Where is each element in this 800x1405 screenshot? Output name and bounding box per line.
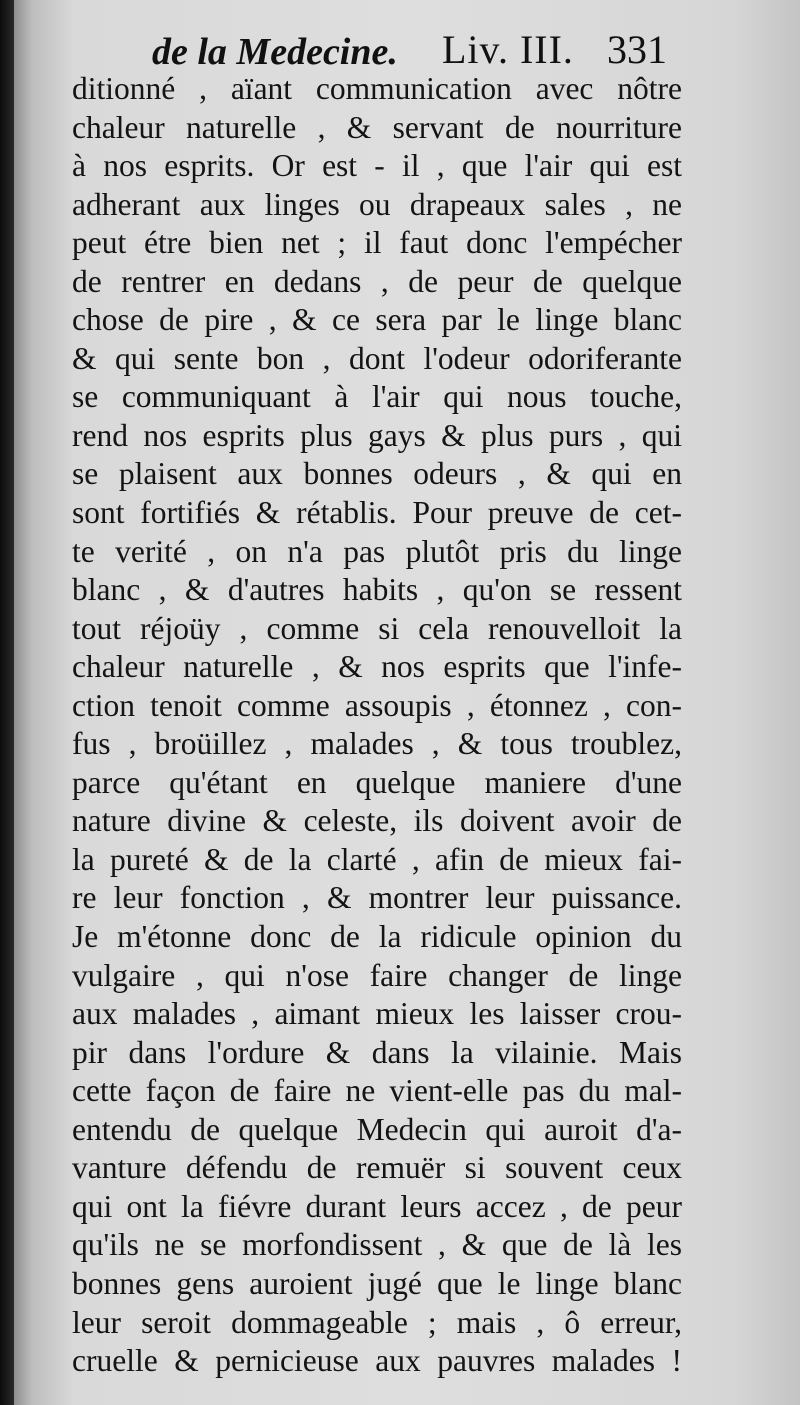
- book-spine-shadow: [0, 0, 14, 1405]
- text-line: se communiquant à l'air qui nous touche,: [72, 379, 682, 415]
- text-line: rend nos esprits plus gays & plus purs , qui: [72, 417, 682, 453]
- text-line: de rentrer en dedans , de peur de quelque: [72, 263, 682, 299]
- text-line: peut étre bien net ; il faut donc l'empécher: [72, 225, 682, 261]
- text-line: chaleur naturelle , & nos esprits que l'infe-: [72, 649, 682, 685]
- running-title: de la Medecine.: [152, 31, 398, 73]
- book-page: [14, 0, 800, 1405]
- text-line: sont fortifiés & rétablis. Pour preuve de cet-: [72, 495, 682, 531]
- book-section: Liv. III.: [442, 27, 574, 72]
- text-line: te verité , on n'a pas plutôt pris du linge: [72, 533, 682, 569]
- text-line: & qui sente bon , dont l'odeur odoriferante: [72, 340, 682, 376]
- text-line: chose de pire , & ce sera par le linge blanc: [72, 302, 682, 338]
- text-line: pir dans l'ordure & dans la vilainie. Mais: [72, 1034, 682, 1070]
- text-line: parce qu'étant en quelque maniere d'une: [72, 764, 682, 800]
- text-line: blanc , & d'autres habits , qu'on se ressent: [72, 572, 682, 608]
- text-line: fus , broüillez , malades , & tous troublez,: [72, 726, 682, 762]
- text-line: nature divine & celeste, ils doivent avoir de: [72, 803, 682, 839]
- text-line: cruelle & pernicieuse aux pauvres malades !: [72, 1343, 682, 1379]
- text-line: Je m'étonne donc de la ridicule opinion du: [72, 919, 682, 955]
- text-line: ction tenoit comme assoupis , étonnez , con-: [72, 687, 682, 723]
- text-line: qu'ils ne se morfondissent , & que de là les: [72, 1227, 682, 1263]
- text-line: re leur fonction , & montrer leur puissance.: [72, 880, 682, 916]
- text-line: qui ont la fiévre durant leurs accez , de peur: [72, 1188, 682, 1224]
- text-line: leur seroit dommageable ; mais , ô erreur,: [72, 1304, 682, 1340]
- text-line: vanture défendu de remuër si souvent ceux: [72, 1150, 682, 1186]
- text-line: à nos esprits. Or est - il , que l'air qui est: [72, 148, 682, 184]
- text-line: ditionné , aïant communication avec nôtre: [72, 71, 682, 106]
- text-line: chaleur naturelle , & servant de nourriture: [72, 109, 682, 145]
- text-line: tout réjoüy , comme si cela renouvelloit la: [72, 610, 682, 646]
- text-line: bonnes gens auroient jugé que le linge blanc: [72, 1265, 682, 1301]
- text-line: cette façon de faire ne vient-elle pas du mal-: [72, 1073, 682, 1109]
- text-line: se plaisent aux bonnes odeurs , & qui en: [72, 456, 682, 492]
- text-line: la pureté & de la clarté , afin de mieux fai-: [72, 841, 682, 877]
- text-line: adherant aux linges ou drapeaux sales , ne: [72, 186, 682, 222]
- body-text: [72, 70, 682, 1381]
- text-line: aux malades , aimant mieux les laisser crou-: [72, 996, 682, 1032]
- page-number: 331: [607, 27, 667, 72]
- text-line: entendu de quelque Medecin qui auroit d'a-: [72, 1111, 682, 1147]
- text-line: vulgaire , qui n'ose faire changer de linge: [72, 957, 682, 993]
